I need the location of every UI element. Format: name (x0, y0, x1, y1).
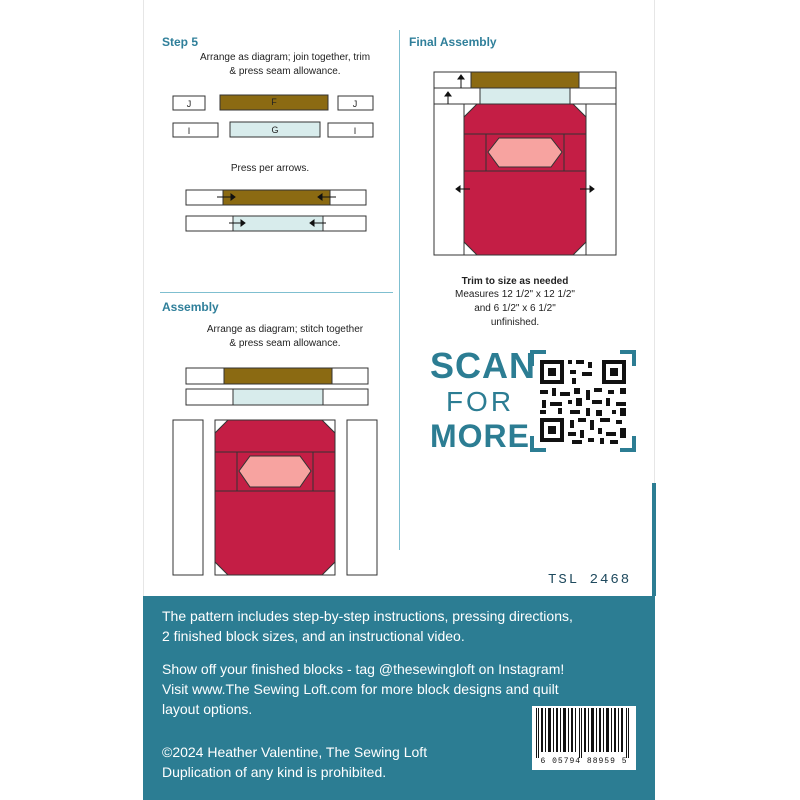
assembly-block (215, 420, 335, 575)
accent-bar (652, 483, 656, 596)
label-i-right: I (353, 126, 357, 136)
footer-description-line1: The pattern includes step-by-step instructions, pressing directions, (162, 608, 573, 624)
assembly-strip-top-center (224, 368, 332, 384)
section-divider-horizontal (160, 292, 393, 293)
scan-line1: SCAN (430, 345, 537, 386)
step5-instructions-line1: Arrange as diagram; join together, trim (199, 52, 371, 63)
scan-line3: MORE (430, 418, 530, 454)
label-j-right: J (352, 99, 358, 109)
label-j-left: J (186, 99, 192, 109)
sku-code: TSL 2468 (548, 572, 632, 588)
footer-description-line2: 2 finished block sizes, and an instructional video. (162, 628, 465, 644)
label-i-left: I (187, 126, 191, 136)
assembly-side-strip-right (347, 420, 377, 575)
assembly-side-strip-left (173, 420, 203, 575)
footer-copyright (162, 742, 427, 782)
assembly-diagram (170, 364, 385, 580)
measures-note (440, 288, 590, 330)
footer-social-line1: Show off your finished blocks - tag @thesewingloft on Instagram! (162, 661, 565, 677)
measures-line1: Measures 12 1/2" x 12 1/2" (455, 289, 575, 300)
footer-description (162, 606, 573, 646)
qr-code-icon[interactable] (528, 348, 638, 454)
scan-line2: FOR (445, 386, 515, 417)
assembly-instructions-line2: & press seam allowance. (229, 338, 341, 349)
final-assembly-diagram (430, 68, 620, 260)
trim-note: Trim to size as needed (461, 276, 569, 287)
step5-instructions-line2: & press seam allowance. (229, 66, 341, 77)
footer-copyright-line1: ©2024 Heather Valentine, The Sewing Loft (162, 744, 428, 760)
assembly-strip-bottom-center (233, 389, 323, 405)
barcode-number: 6 05794 88959 5 (540, 757, 628, 766)
pressed-strips-diagram (183, 186, 373, 236)
footer-social-line2: Visit www.The Sewing Loft.com for more block designs and quilt (162, 681, 559, 697)
press-note: Press per arrows. (230, 163, 310, 174)
label-g: G (271, 125, 279, 135)
measures-line2: and 6 1/2" x 6 1/2" (474, 303, 556, 314)
barcode (532, 706, 636, 770)
scan-for-more (430, 345, 537, 454)
section-divider-vertical (399, 30, 400, 550)
final-assembly-heading: Final Assembly (409, 35, 497, 49)
step5-heading: Step 5 (162, 35, 199, 49)
assembly-instructions (170, 323, 400, 351)
strip-i-right (328, 123, 373, 137)
footer-social (162, 659, 564, 719)
footer-copyright-line2: Duplication of any kind is prohibited. (162, 764, 387, 780)
pressed-strip-bottom-center (233, 216, 323, 231)
assembly-heading: Assembly (162, 300, 219, 314)
label-f: F (271, 97, 277, 107)
barcode-icon (532, 708, 636, 758)
strip-i-left (173, 123, 218, 137)
measures-line3: unfinished. (490, 317, 540, 328)
step5-diagram (170, 92, 380, 144)
step5-instructions (170, 51, 400, 79)
pressed-strip-top-center (223, 190, 330, 205)
assembly-instructions-line1: Arrange as diagram; stitch together (206, 324, 364, 335)
footer-social-line3: layout options. (162, 701, 253, 717)
